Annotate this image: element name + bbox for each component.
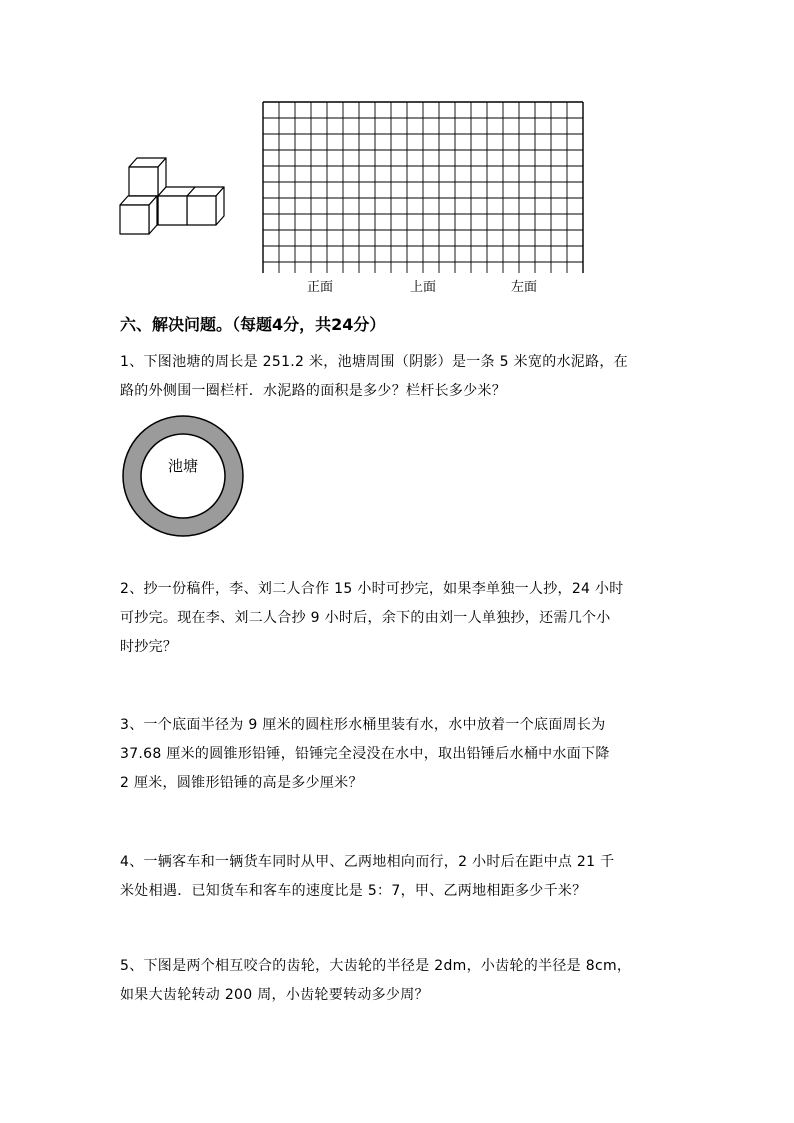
problem-5 — [120, 952, 680, 1010]
pond-circle — [141, 434, 225, 518]
problem-1-line-2: 路的外侧围一圈栏杆．水泥路的面积是多少？栏杆长多少米？ — [120, 383, 507, 399]
front-view-label: 正面 — [307, 280, 334, 295]
left-view-label: 左面 — [511, 280, 538, 295]
section-title: 六、解决问题。（每题4分，共24分） — [120, 315, 386, 334]
problem-3-line-3: 2 厘米，圆锥形铅锤的高是多少厘米？ — [120, 775, 363, 791]
problem-5-line-1: 5、下图是两个相互咬合的齿轮，大齿轮的半径是 2dm，小齿轮的半径是 8cm， — [120, 958, 632, 974]
problem-3-line-1: 3、一个底面半径为 9 厘米的圆柱形水桶里装有水，水中放着一个底面周长为 — [120, 717, 606, 733]
top-view-label: 上面 — [410, 280, 437, 295]
problem-2 — [120, 575, 680, 662]
problem-2-line-1: 2、抄一份稿件，李、刘二人合作 15 小时可抄完，如果李单独一人抄，24 小时 — [120, 581, 624, 597]
pond-figure — [120, 413, 246, 539]
problem-2-line-2: 可抄完。现在李、刘二人合抄 9 小时后，余下的由刘一人单独抄，还需几个小 — [120, 610, 611, 626]
problem-3 — [120, 711, 680, 798]
problem-1 — [120, 348, 680, 406]
problem-5-line-2: 如果大齿轮转动 200 周，小齿轮要转动多少周？ — [120, 987, 429, 1003]
problem-4-line-2: 米处相遇．已知货车和客车的速度比是 5：7，甲、乙两地相距多少千米？ — [120, 883, 587, 899]
problem-4-line-1: 4、一辆客车和一辆货车同时从甲、乙两地相向而行，2 小时后在距中点 21 千 — [120, 854, 615, 870]
problem-3-line-2: 37.68 厘米的圆锥形铅锤，铅锤完全浸没在水中，取出铅锤后水桶中水面下降 — [120, 746, 610, 762]
problem-2-line-3: 时抄完？ — [120, 639, 178, 655]
problem-1-line-1: 1、下图池塘的周长是 251.2 米，池塘周围（阴影）是一条 5 米宽的水泥路，在 — [120, 354, 628, 370]
drawing-grid — [262, 101, 590, 273]
problem-4 — [120, 848, 680, 906]
cube-figure — [115, 150, 230, 238]
pond-label: 池塘 — [167, 457, 199, 475]
